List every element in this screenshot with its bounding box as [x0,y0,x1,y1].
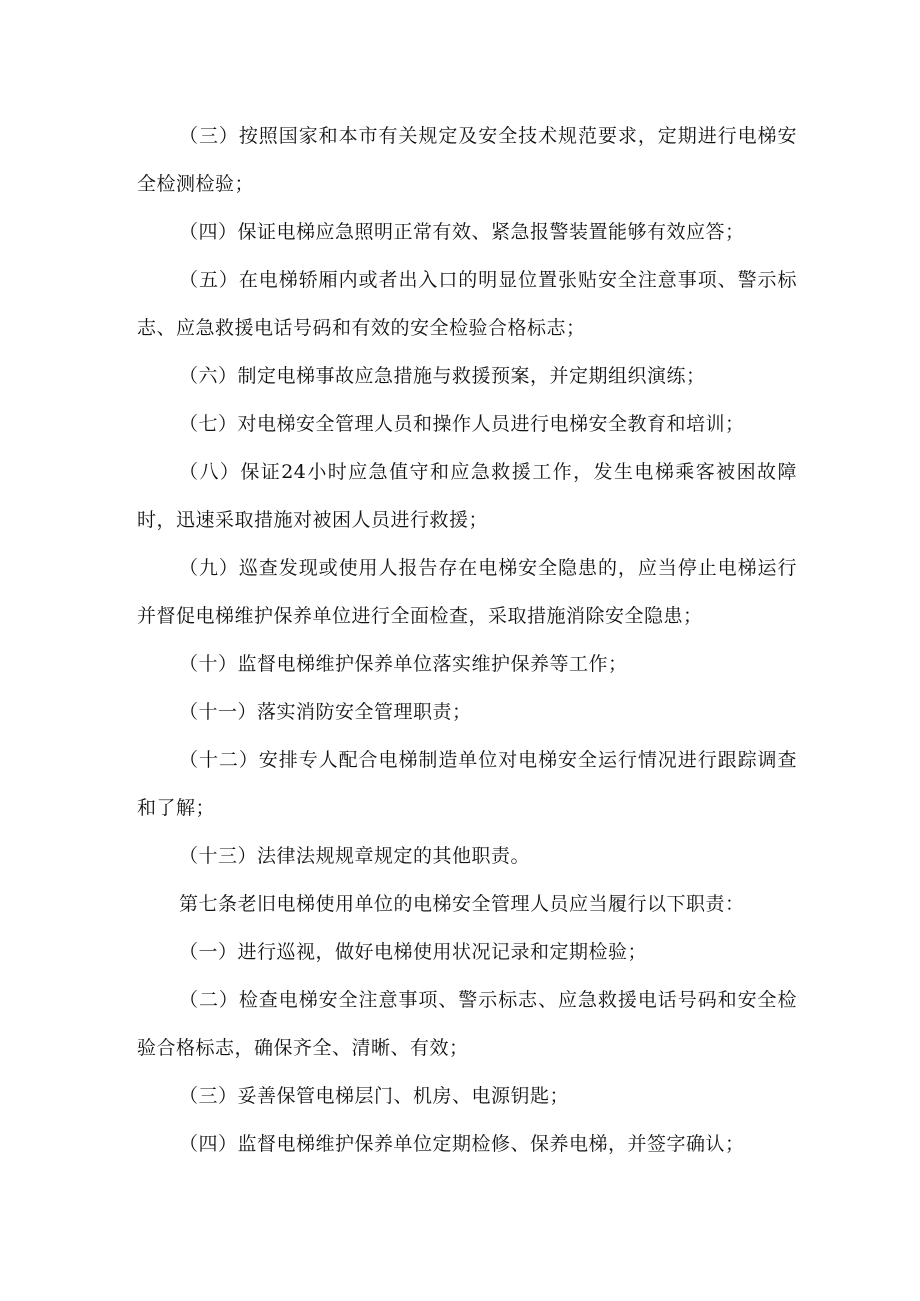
clause-7-paragraph: （七）对电梯安全管理人员和操作人员进行电梯安全教育和培训； [179,413,745,435]
clause-9-paragraph: （九）巡查发现或使用人报告存在电梯安全隐患的，应当停止电梯运行并督促电梯维护保养单位进行全面检查，采取措施消除安全隐患； [137,557,797,627]
clause-10-paragraph: （十）监督电梯维护保养单位落实维护保养等工作； [179,653,628,675]
clause-5-paragraph: （五）在电梯轿厢内或者出入口的明显位置张贴安全注意事项、警示标志、应急救援电话号码和有效的安全检验合格标志； [137,269,797,339]
clause-13-paragraph: （十三）法律法规规章规定的其他职责。 [179,845,531,867]
document-body [137,112,797,1168]
clause-6-paragraph: （六）制定电梯事故应急措施与救援预案，并定期组织演练； [179,365,706,387]
clause-3-paragraph: （三）按照国家和本市有关规定及安全技术规范要求，定期进行电梯安全检测检验； [137,125,797,195]
clause-8-paragraph: （八）保证24小时应急值守和应急救援工作，发生电梯乘客被困故障时，迅速采取措施对被困人员进行救援； [137,461,797,531]
clause-11-paragraph: （十一）落实消防安全管理职责； [179,701,472,723]
duty-2-paragraph: （二）检查电梯安全注意事项、警示标志、应急救援电话号码和安全检验合格标志，确保齐全、清晰、有效； [137,989,797,1059]
duty-3-paragraph: （三）妥善保管电梯层门、机房、电源钥匙； [179,1085,570,1107]
duty-1-paragraph: （一）进行巡视，做好电梯使用状况记录和定期检验； [179,941,648,963]
clause-12-paragraph: （十二）安排专人配合电梯制造单位对电梯安全运行情况进行跟踪调查和了解； [137,749,797,819]
article-7-heading: 第七条老旧电梯使用单位的电梯安全管理人员应当履行以下职责： [179,893,745,915]
clause-4-paragraph: （四）保证电梯应急照明正常有效、紧急报警装置能够有效应答； [179,221,745,243]
duty-4-paragraph: （四）监督电梯维护保养单位定期检修、保养电梯，并签字确认； [179,1133,745,1155]
